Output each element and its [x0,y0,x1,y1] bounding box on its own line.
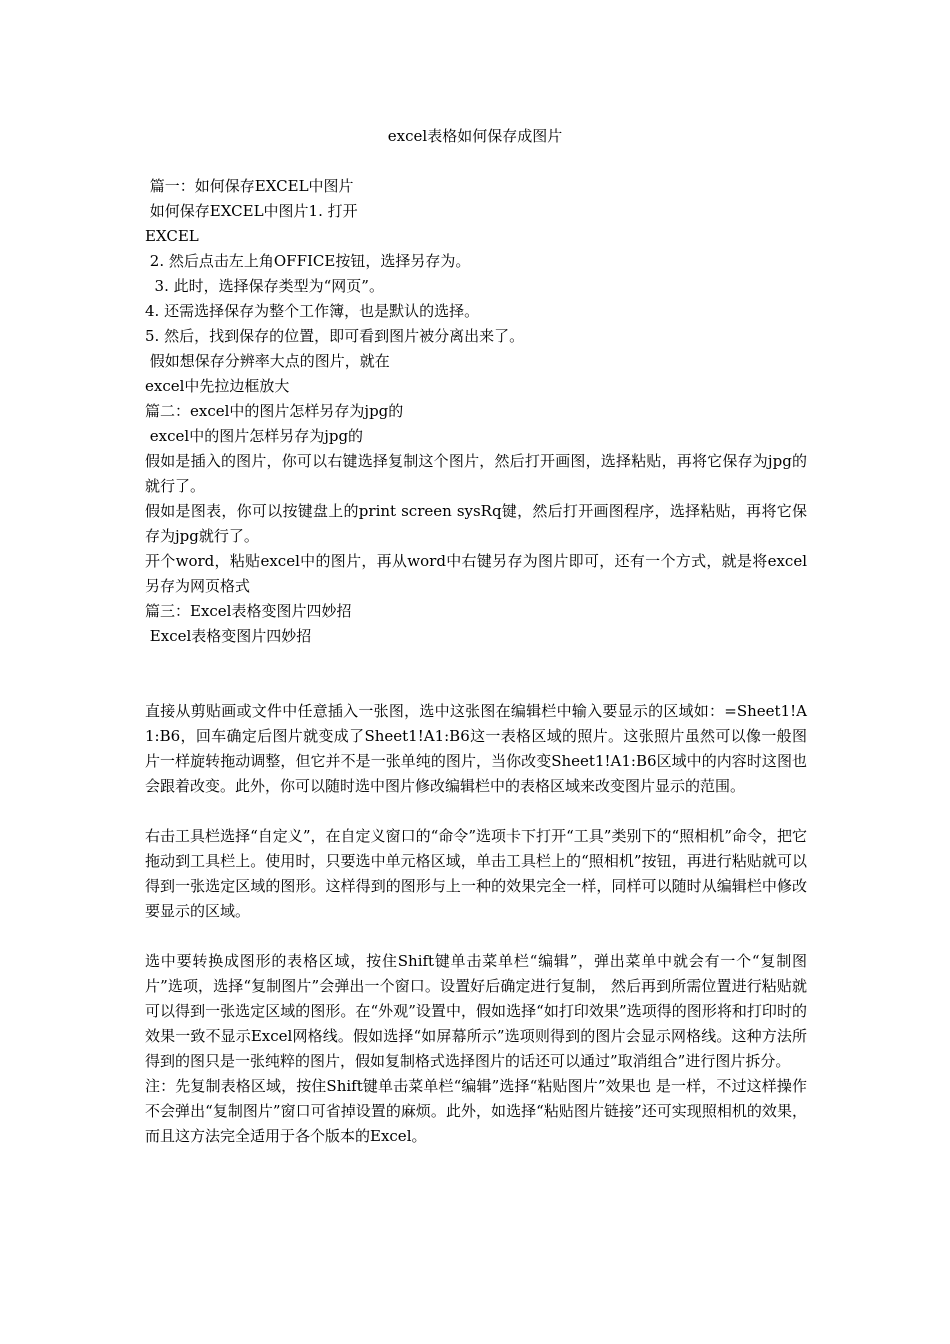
text-line: 3. 此时，选择保存类型为“网页”。 [145,277,384,295]
paragraph-word: 开个word，粘贴excel中的图片，再从word中右键另存为图片即可，还有一个方式，就是将excel另存为网页格式 [145,552,807,595]
document-title: excel表格如何保存成图片 [387,127,563,145]
paragraph-method-3: 选中要转换成图形的表格区域，按住Shift键单击菜单栏“编辑”，弹出菜单中就会有一个“复制图片”选项，选择“复制图片”会弹出一个窗口。设置好后确定进行复制， 然后再到所需位置进行粘贴就可以得到一张选定区域的图形。在“外观”设置中，假如选择“如打印效果”选项得的图形将和打印时的效果一致不显示Excel网格线。假如选择“如屏幕所示”选项则得到的图片会显示网格线。这种方法所得到的图只是一张纯粹的图片，假如复制格式选择图片的话还可以通过”取消组合”进行图片拆分。 [145,952,807,1070]
text-line: EXCEL [145,227,199,245]
spacer [145,799,807,824]
section-heading: 篇三：Excel表格变图片四妙招 [145,602,352,620]
text-line: excel中的图片怎样另存为jpg的 [145,427,364,445]
text-line: 2. 然后点击左上角OFFICE按钮，选择另存为。 [145,252,471,270]
paragraph-method-1: 直接从剪贴画或文件中任意插入一张图，选中这张图在编辑栏中输入要显示的区域如：=Sheet1!A1:B6，回车确定后图片就变成了Sheet1!A1:B6这一表格区域的照片。这张照片虽然可以像一般图片一样旋转拖动调整，但它并不是一张单纯的图片，当你改变Sheet1!A1:B6区域中的内容时这图也会跟着改变。此外，你可以随时选中图片修改编辑栏中的表格区域来改变图片显示的范围。 [145,702,807,795]
text-line: 5. 然后，找到保存的位置，即可看到图片被分离出来了。 [145,327,525,345]
paragraph-method-2: 右击工具栏选择“自定义”，在自定义窗口的“命令”选项卡下打开“工具”类别下的“照相机”命令，把它拖动到工具栏上。使用时，只要选中单元格区域，单击工具栏上的“照相机”按钮，再进行粘贴就可以得到一张选定区域的图形。这样得到的图形与上一种的效果完全一样，同样可以随时从编辑栏中修改要显示的区域。 [145,827,807,920]
paragraph-insert-picture: 假如是插入的图片，你可以右键选择复制这个图片，然后打开画图，选择粘贴，再将它保存为jpg的就行了。 [145,452,807,495]
text-line: 假如想保存分辨率大点的图片，就在 [145,352,390,370]
text-line: excel中先拉边框放大 [145,377,290,395]
paragraph-chart: 假如是图表，你可以按键盘上的print screen sysRq键，然后打开画图程序，选择粘贴，再将它保存为jpg就行了。 [145,502,807,545]
section-heading: 篇二：excel中的图片怎样另存为jpg的 [145,402,404,420]
text-line: Excel表格变图片四妙招 [145,627,312,645]
spacer [145,649,807,699]
text-line: 4. 还需选择保存为整个工作簿，也是默认的选择。 [145,302,480,320]
document-body [145,174,807,1149]
text-line: 篇一：如何保存EXCEL中图片 [145,177,354,195]
paragraph-note: 注：先复制表格区域，按住Shift键单击菜单栏“编辑”选择“粘贴图片”效果也 是一样，不过这样操作不会弹出“复制图片”窗口可省掉设置的麻烦。此外，如选择“粘贴图片链接”还可实现照相机的效果，而且这方法完全适用于各个版本的Excel。 [145,1077,807,1145]
text-line: 如何保存EXCEL中图片1. 打开 [145,202,358,220]
spacer [145,924,807,949]
